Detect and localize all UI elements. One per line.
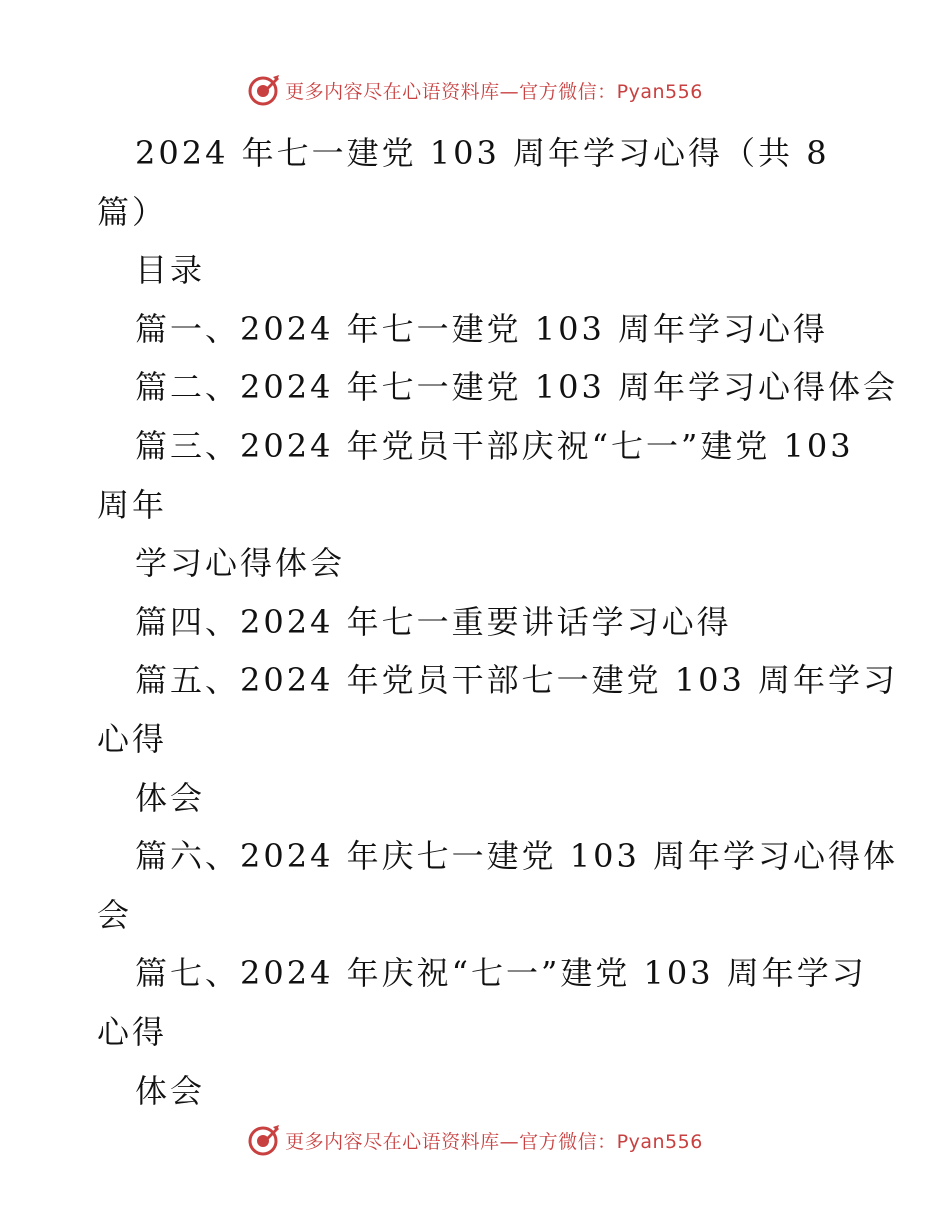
document-line: 篇六、2024 年庆七一建党 103 周年学习心得体: [135, 837, 899, 876]
document-line: 篇三、2024 年党员干部庆祝“七一”建党 103: [135, 426, 854, 465]
footer-watermark-text: 更多内容尽在心语资料库—官方微信：Pyan556: [285, 1130, 703, 1153]
document-line: 2024 年七一建党 103 周年学习心得（共 8: [135, 134, 830, 172]
document-line: 学习心得体会: [135, 544, 346, 583]
document-line: 心得: [97, 1012, 168, 1051]
document-body: [97, 124, 899, 1120]
header-watermark-text: 更多内容尽在心语资料库—官方微信：Pyan556: [285, 80, 703, 103]
pen-logo-icon: [247, 1123, 281, 1157]
document-line: 篇一、2024 年七一建党 103 周年学习心得: [135, 309, 829, 348]
document-line: 目录: [135, 251, 206, 290]
document-line: 体会: [135, 1071, 206, 1110]
document-line: 篇五、2024 年党员干部七一建党 103 周年学习: [135, 661, 899, 700]
document-line: 篇）: [97, 192, 168, 231]
document-line: 篇七、2024 年庆祝“七一”建党 103 周年学习: [135, 954, 867, 993]
document-line: 体会: [135, 778, 206, 817]
document-line: 篇二、2024 年七一建党 103 周年学习心得体会: [135, 368, 899, 407]
document-line: 心得: [97, 719, 168, 758]
document-line: 周年: [97, 485, 168, 524]
pen-logo-icon: [247, 73, 281, 107]
document-line: 会: [97, 895, 133, 934]
footer-watermark-banner: [0, 1120, 950, 1160]
document-line: 篇四、2024 年七一重要讲话学习心得: [135, 602, 732, 641]
header-watermark-banner: [0, 70, 950, 110]
